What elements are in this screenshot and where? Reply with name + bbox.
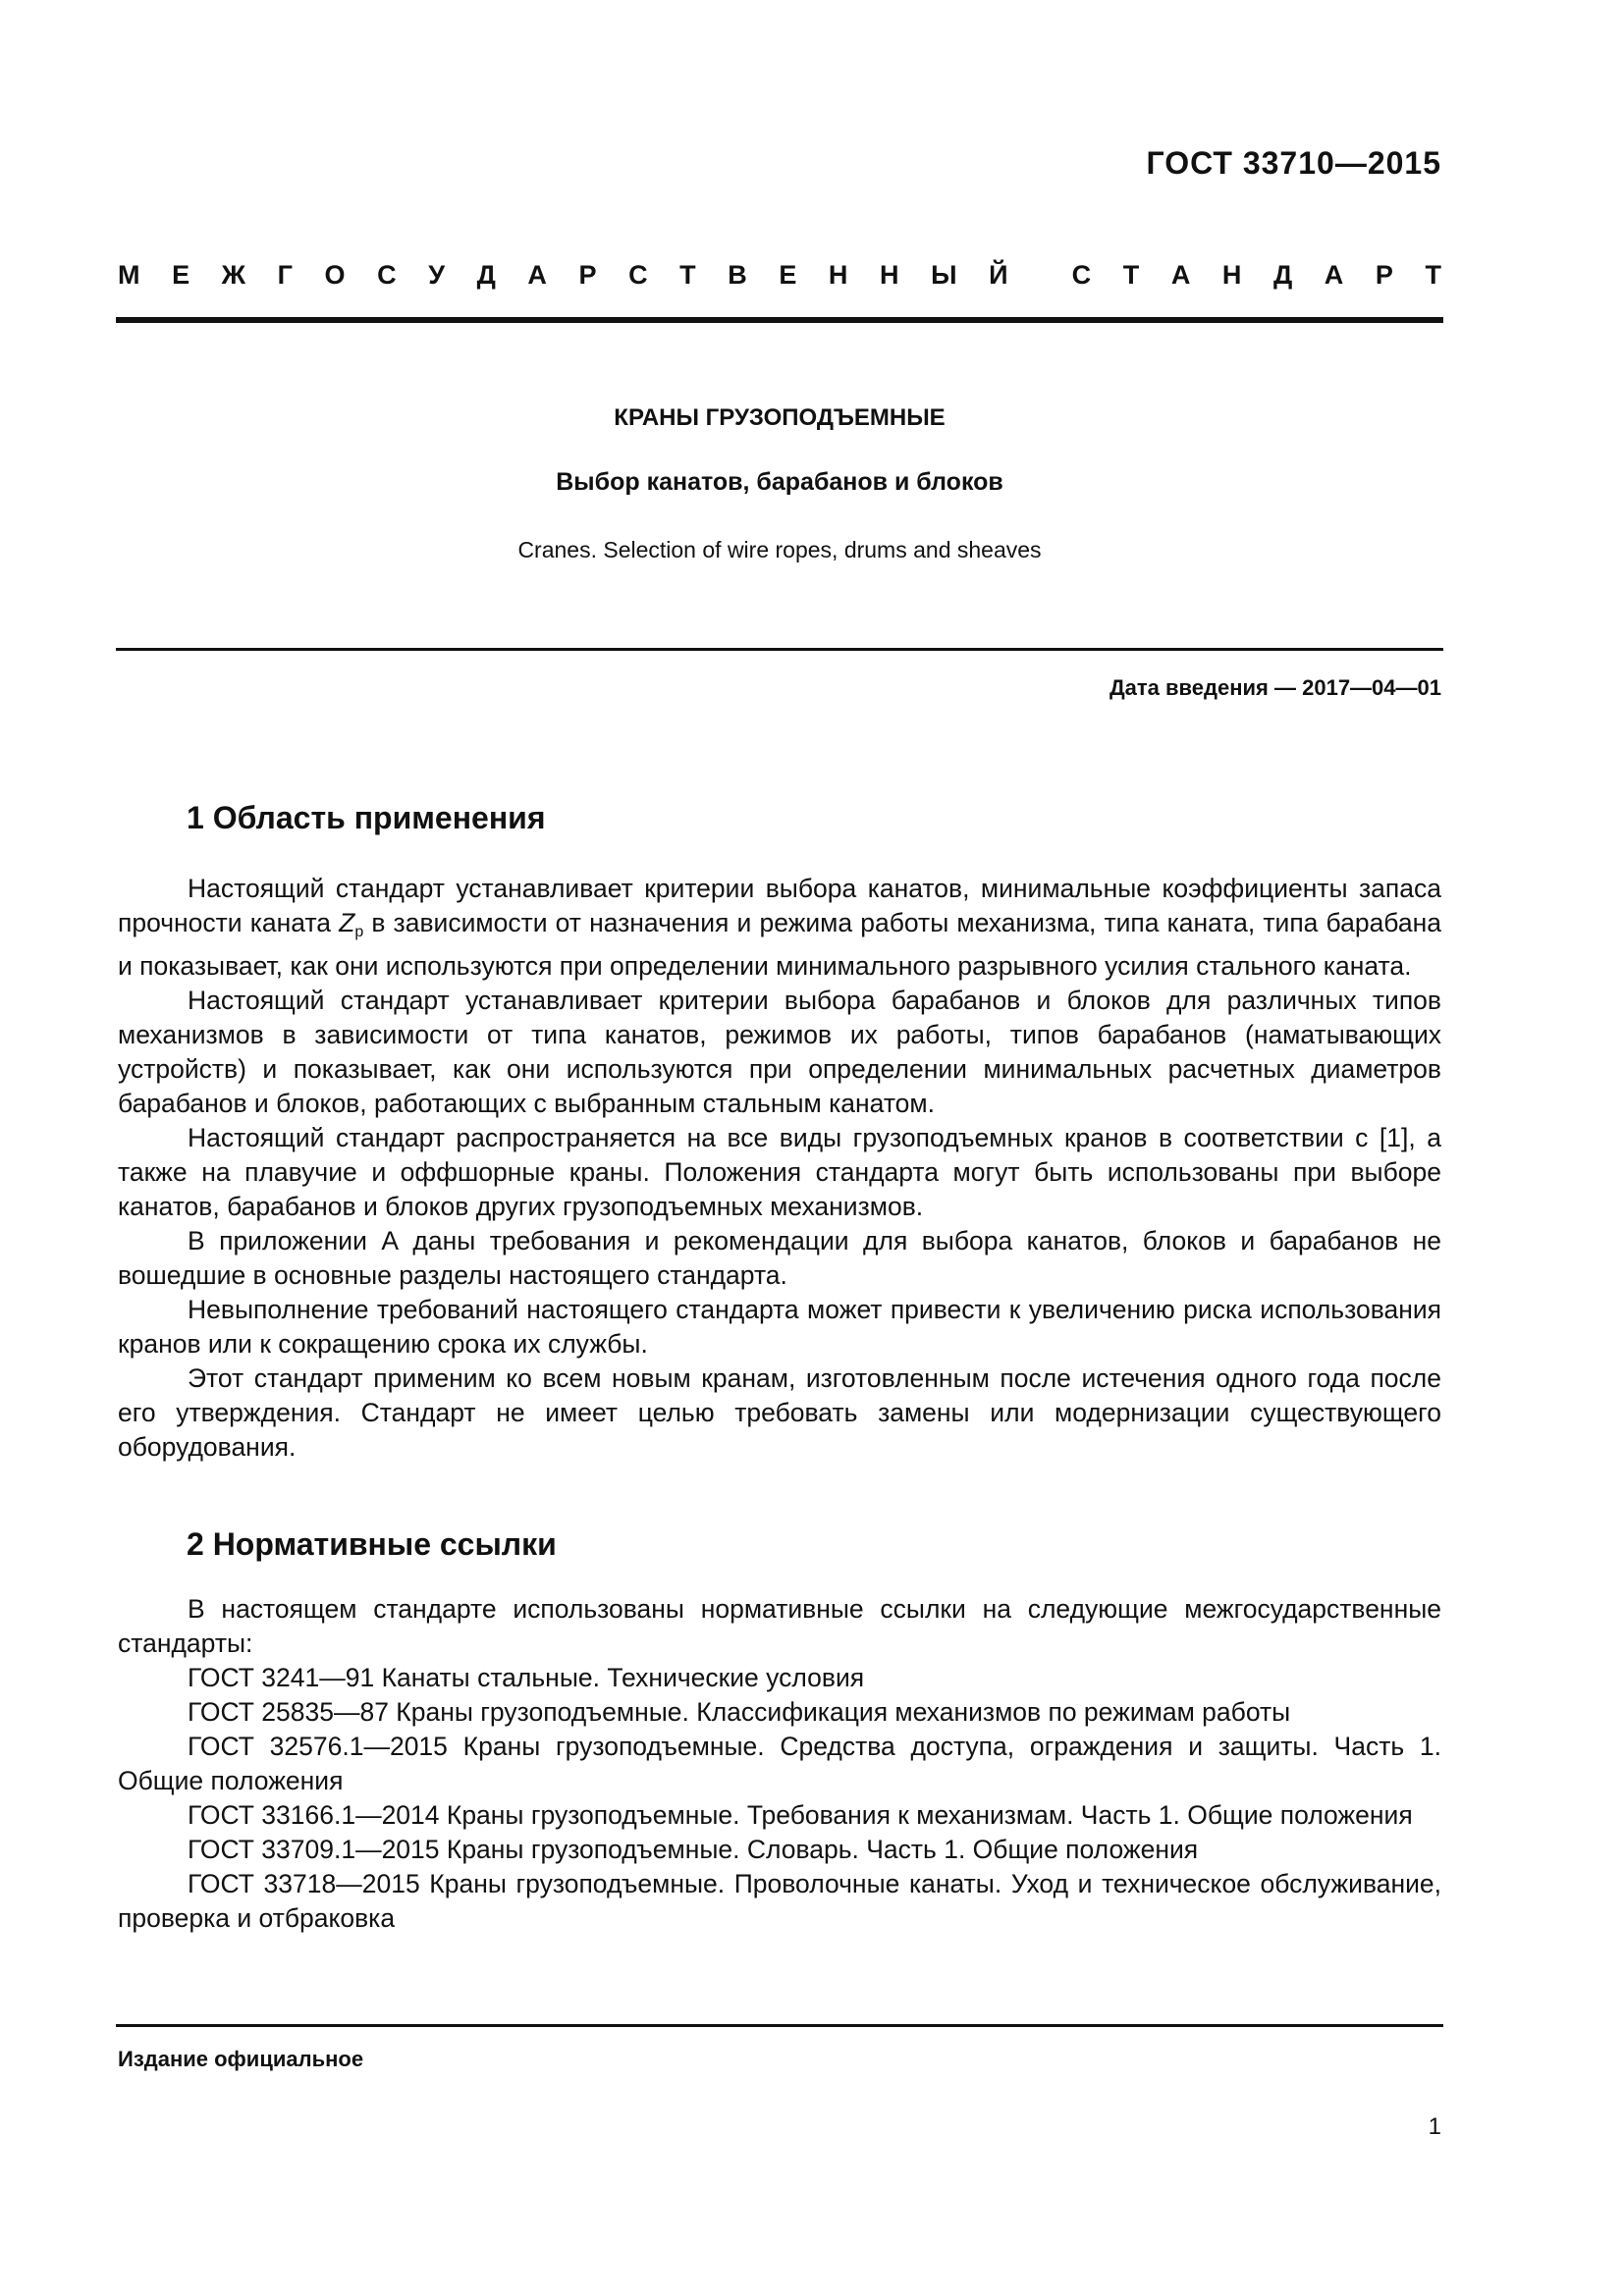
title-rule: [116, 648, 1443, 651]
paragraph: [118, 872, 1441, 984]
banner-letter: В: [728, 260, 747, 290]
banner-letter: Е: [172, 260, 190, 290]
banner-letter: С: [628, 260, 648, 290]
reference-item: ГОСТ 3241—91 Канаты стальные. Технические условия: [188, 1663, 865, 1692]
zp-subscript: p: [354, 924, 364, 940]
reference-item: ГОСТ 32576.1—2015 Краны грузоподъемные. Средства доступа, ограждения и защиты. Часть 1. Общие положения: [118, 1732, 1441, 1795]
section-1-heading: 1 Область применения: [187, 800, 546, 835]
banner-letter: Е: [779, 260, 797, 290]
banner-letter: А: [1324, 260, 1344, 290]
zp-symbol: Z: [339, 908, 355, 937]
banner-letter: М: [118, 260, 140, 290]
paragraph: Настоящий стандарт устанавливает критерии выбора барабанов и блоков для различных типов механизмов в зависимости от типа канатов, режимов их работы, типов барабанов (наматывающих устройств) и показывает, как они используются при определении минимальных расчетных диаметров барабанов и блоков, работающих с выбранным стальным канатом.: [118, 986, 1441, 1118]
banner-letter: Т: [1425, 260, 1441, 290]
document-title: КРАНЫ ГРУЗОПОДЪЕМНЫЕ: [614, 404, 946, 431]
paragraph: В приложении А даны требования и рекомендации для выбора канатов, блоков и барабанов не вошедшие в основные разделы настоящего стандарта.: [118, 1226, 1441, 1290]
header-rule: [116, 317, 1443, 323]
banner-letter: Д: [476, 260, 496, 290]
paragraph-text: Настоящий стандарт устанавливает критерии выбора канатов, минимальные коэффициенты запаса прочности каната: [118, 874, 1441, 937]
banner-letter: Н: [880, 260, 899, 290]
official-edition-note: Издание официальное: [118, 2047, 364, 2071]
banner-letter: Р: [1375, 260, 1393, 290]
banner-letter: А: [1170, 260, 1191, 290]
intro-date-value: 2017—04—01: [1302, 675, 1441, 700]
paragraph: Невыполнение требований настоящего стандарта может привести к увеличению риска использования кранов или к сокращению срока их службы.: [118, 1295, 1441, 1359]
banner-letter: С: [1071, 260, 1092, 290]
banner-letter: С: [377, 260, 397, 290]
section-2-heading: 2 Нормативные ссылки: [187, 1526, 557, 1562]
paragraph: Настоящий стандарт распространяется на все виды грузоподъемных кранов в соответствии с [1], а также на плавучие и оффшорные краны. Положения стандарта могут быть использованы при выборе канатов, барабанов и блоков других грузоподъемных механизмов.: [118, 1123, 1441, 1221]
banner-letter: Й: [989, 260, 1008, 290]
banner-letter: Ж: [221, 260, 246, 290]
reference-item: ГОСТ 33166.1—2014 Краны грузоподъемные. Требования к механизмам. Часть 1. Общие положения: [188, 1800, 1413, 1830]
banner-letter: У: [428, 260, 446, 290]
reference-item: ГОСТ 25835—87 Краны грузоподъемные. Классификация механизмов по режимам работы: [188, 1697, 1291, 1727]
paragraph: Этот стандарт применим ко всем новым кранам, изготовленным после истечения одного года после его утверждения. Стандарт не имеет целью требовать замены или модернизации существующего оборудования.: [118, 1363, 1441, 1462]
banner-letter: Т: [1122, 260, 1140, 290]
banner-letter: О: [324, 260, 346, 290]
intro-date: [1109, 675, 1441, 701]
footer-rule: [116, 2024, 1443, 2027]
section-2-body: [118, 1592, 1441, 1936]
banner-letter: Ы: [931, 260, 957, 290]
paragraph-text: в зависимости от назначения и режима работы механизма, типа каната, типа барабана и показывает, как они используются при определении минимального разрывного усилия стального каната.: [118, 908, 1441, 981]
banner-letter: Н: [828, 260, 848, 290]
banner-letter: А: [527, 260, 547, 290]
banner-letter: Д: [1272, 260, 1293, 290]
intro-date-label: Дата введения —: [1109, 675, 1303, 700]
document-subtitle: Выбор канатов, барабанов и блоков: [556, 468, 1003, 496]
banner-letter: Н: [1221, 260, 1242, 290]
page-number: 1: [1428, 2113, 1441, 2140]
standard-number: ГОСТ 33710—2015: [1146, 145, 1441, 181]
paragraph: В настоящем стандарте использованы нормативные ссылки на следующие межгосударственные стандарты:: [118, 1594, 1441, 1658]
banner-letter: Р: [578, 260, 597, 290]
section-1-body: [118, 872, 1441, 1465]
banner-letter: Г: [277, 260, 293, 290]
english-title: Cranes. Selection of wire ropes, drums and sheaves: [517, 537, 1042, 562]
banner-letter: Т: [679, 260, 696, 290]
interstate-standard-banner: [118, 260, 1441, 291]
reference-item: ГОСТ 33709.1—2015 Краны грузоподъемные. Словарь. Часть 1. Общие положения: [188, 1835, 1199, 1864]
reference-item: ГОСТ 33718—2015 Краны грузоподъемные. Проволочные канаты. Уход и техническое обслуживание, проверка и отбраковка: [118, 1869, 1441, 1933]
